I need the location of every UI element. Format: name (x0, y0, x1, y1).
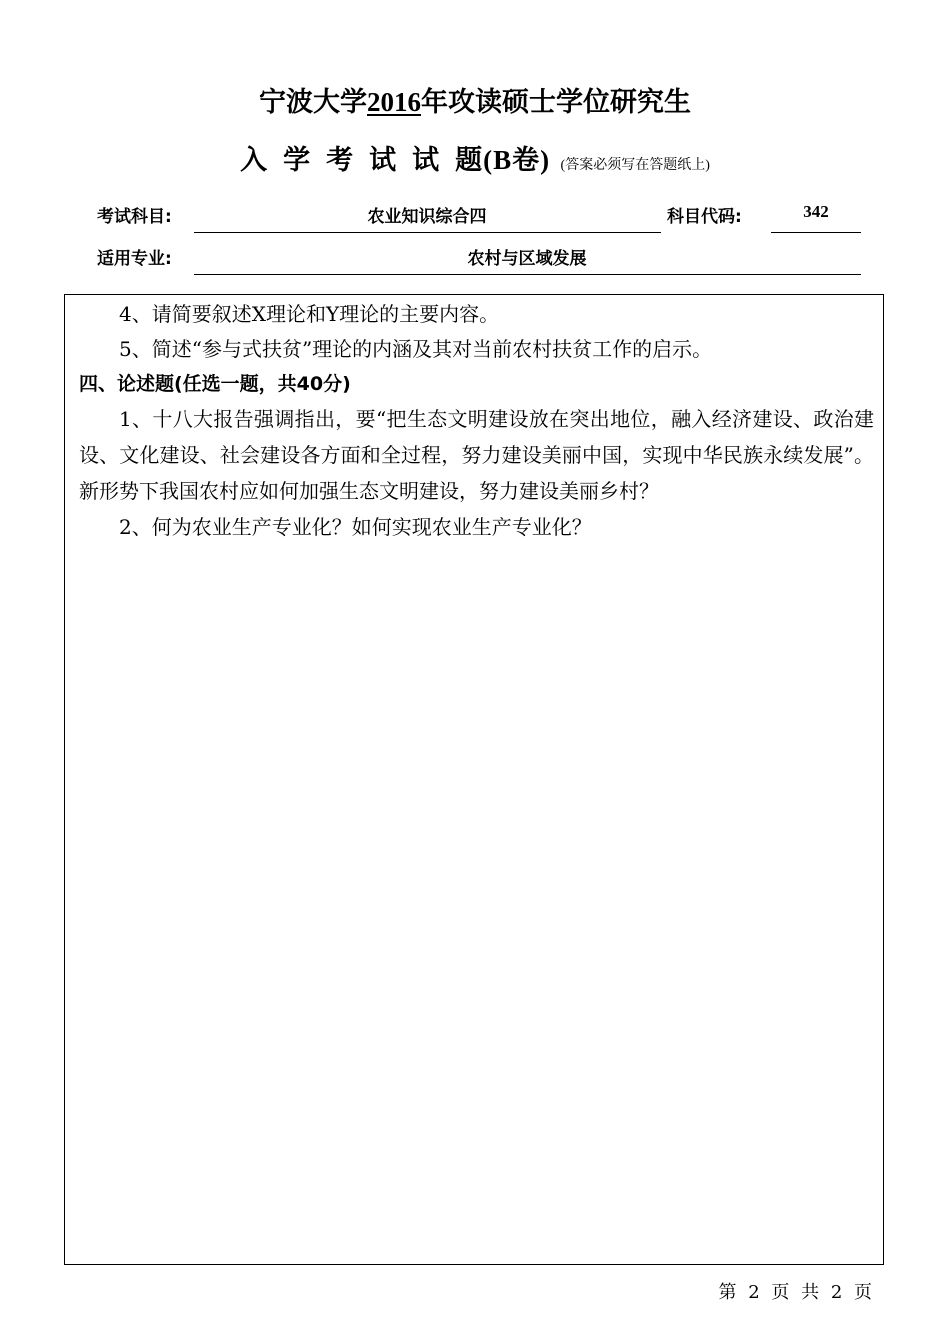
subject-underline (194, 232, 661, 233)
title-suffix: 年攻读硕士学位研究生 (421, 87, 691, 118)
title-prefix: 宁波大学 (259, 87, 367, 118)
code-underline (771, 232, 861, 233)
question-box (64, 294, 884, 1265)
exam-title (0, 80, 950, 119)
question-5: 5、简述“参与式扶贫”理论的内涵及其对当前农村扶贫工作的启示。 (119, 337, 713, 361)
subtitle-main: 入学考试试 (240, 145, 456, 176)
question-4: 4、请简要叙述X理论和Y理论的主要内容。 (119, 302, 500, 326)
exam-subtitle (0, 138, 950, 177)
section-4-heading: 四、论述题(任选一题，共40分) (79, 373, 351, 395)
code-value: 342 (803, 202, 829, 221)
subject-label: 考试科目: (97, 207, 172, 227)
code-label: 科目代码: (667, 207, 742, 227)
answer-note: (答案必须写在答题纸上) (560, 158, 710, 173)
major-label: 适用专业: (97, 249, 172, 269)
essay-question-2: 2、何为农业生产专业化？如何实现农业生产专业化？ (119, 515, 592, 539)
subject-value: 农业知识综合四 (367, 207, 487, 227)
subtitle-tail: 题 (455, 145, 484, 176)
page-number: 第 2 页 共 2 页 (718, 1282, 872, 1303)
title-year: 2016 (367, 87, 421, 117)
paper-version: (B卷) (483, 145, 551, 175)
major-underline (194, 274, 861, 275)
major-value: 农村与区域发展 (467, 249, 587, 269)
essay-question-1: 1、十八大报告强调指出，要“把生态文明建设放在突出地位，融入经济建设、政治建设、文化建设、社会建设各方面和全过程，努力建设美丽中国，实现中华民族永续发展”。新形势下我国农村应如何加强生态文明建设，努力建设美丽乡村？ (79, 407, 874, 503)
